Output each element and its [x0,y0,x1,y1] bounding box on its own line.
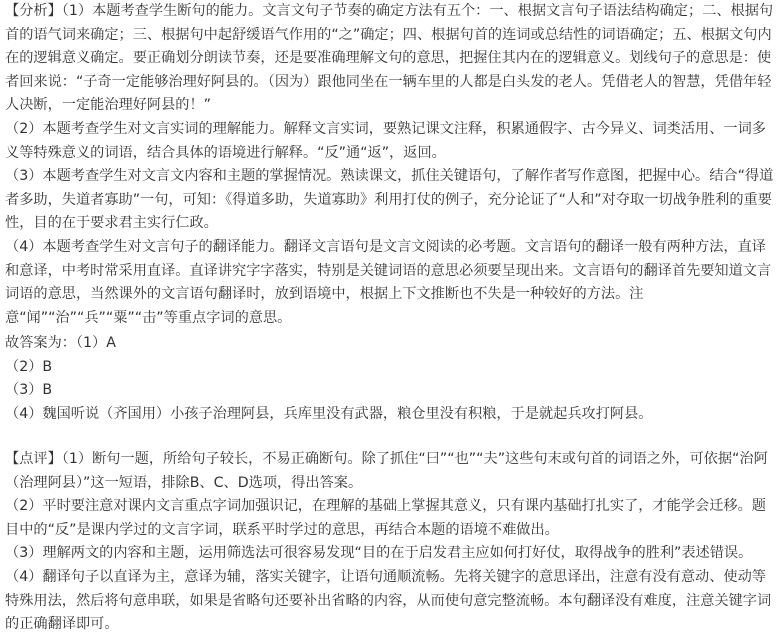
answer-line-4: （4）魏国听说（齐国用）小孩子治理阿县，兵库里没有武器，粮仓里没有积粮，于是就起兵攻打阿县。 [5,405,653,422]
analysis-paragraph-3: （3）本题考查学生对文言文内容和主题的掌握情况。熟读课文，抓住关键语句，了解作者写作意图，把握中心。结合“得道者多助，失道者寡助”一句，可知：《得道多助，失道寡助》利用打仗的例子，充分论证了“人和”对夺取一切战争胜利的重要性，目的在于要求君主实行仁政。 [5,168,774,232]
comment-tag: 【点评】 [5,451,62,467]
answer-section [5,332,777,426]
comment-paragraph-1 [5,448,777,495]
analysis-paragraph-4: （4）本题考查学生对文言句子的翻译能力。翻译文言语句是文言文阅读的必考题。文言语句的翻译一般有两种方法，直译和意译，中考时常采用直译。直译讲究字字落实，特别是关键词语的意思必须要呈现出来。文言语句的翻译首先要知道文言词语的意思，当然课外的文言语句翻译时，放到语境中，根据上下文推断也不失是一种较好的方法。注 [5,238,772,303]
comment-text-1: （1）断句一题，所给句子较长，不易正确断句。除了抓住“曰”“也”“夫”这些句末或句首的词语之外，可依据“治阿（治理阿县）”这一短语，排除B、C、D选项，得出答案。 [5,451,768,491]
answer-line-1: 故答案为：（1）A [5,335,116,351]
analysis-paragraph-2: （2）本题考查学生对文言实词的理解能力。解释文言实词，要熟记课文注释，积累通假字、古今异义、词类活用、一词多义等特殊意义的词语，结合具体的语境进行解释。“反”通“返”，返回。 [5,120,766,161]
analysis-section [5,0,777,330]
comment-paragraph-3: （3）理解两文的内容和主题，运用筛选法可很容易发现“目的在于启发君主应如何打好仗，取得战争的胜利”表述错误。 [5,545,753,562]
comment-paragraph-4: （4）翻译句子以直译为主，意译为辅，落实关键字，让语句通顺流畅。先将关键字的意思译出，注意有没有意动、使动等特殊用法，然后将句意串联，如果是省略句还要补出省略的内容，从而使句意完整流畅。本句翻译没有难度，注意关键字词的正确翻译即可。 [5,568,772,633]
analysis-tag: 【分析】 [5,3,62,19]
answer-line-2: （2）B [5,358,53,375]
analysis-text-1: （1）本题考查学生断句的能力。文言文句子节奏的确定方法有五个：一、根据文言句子语法结构确定；二、根据句首的语气词来确定；三、根据句中起舒缓语气作用的“之”确定；四、根据句首的连词或总结性的词语确定；五、根据文句内在的逻辑意义确定。要正确划分朗读节奏，还是要准确理解文句的意思，把握住其内在的逻辑意义。划线句子的意思是：使者回来说：“子奇一定能够治理好阿县的。（因为）跟他同坐在一辆车里的人都是白头发的老人。凭借老人的智慧，凭借年轻人决断，一定能治理好阿县的！” [5,3,774,114]
answer-line-3: （3）B [5,382,53,399]
comment-section [5,448,777,637]
analysis-paragraph-1 [5,0,777,118]
analysis-paragraph-5: 意“闻”“治”“兵”“粟”“击”等重点字词的意思。 [5,309,292,326]
comment-paragraph-2: （2）平时要注意对课内文言重点字词加强识记，在理解的基础上掌握其意义，只有课内基础打扎实了，才能学会迁移。题目中的“反”是课内学过的文言字词，联系平时学过的意思，再结合本题的语境不难做出。 [5,498,766,538]
